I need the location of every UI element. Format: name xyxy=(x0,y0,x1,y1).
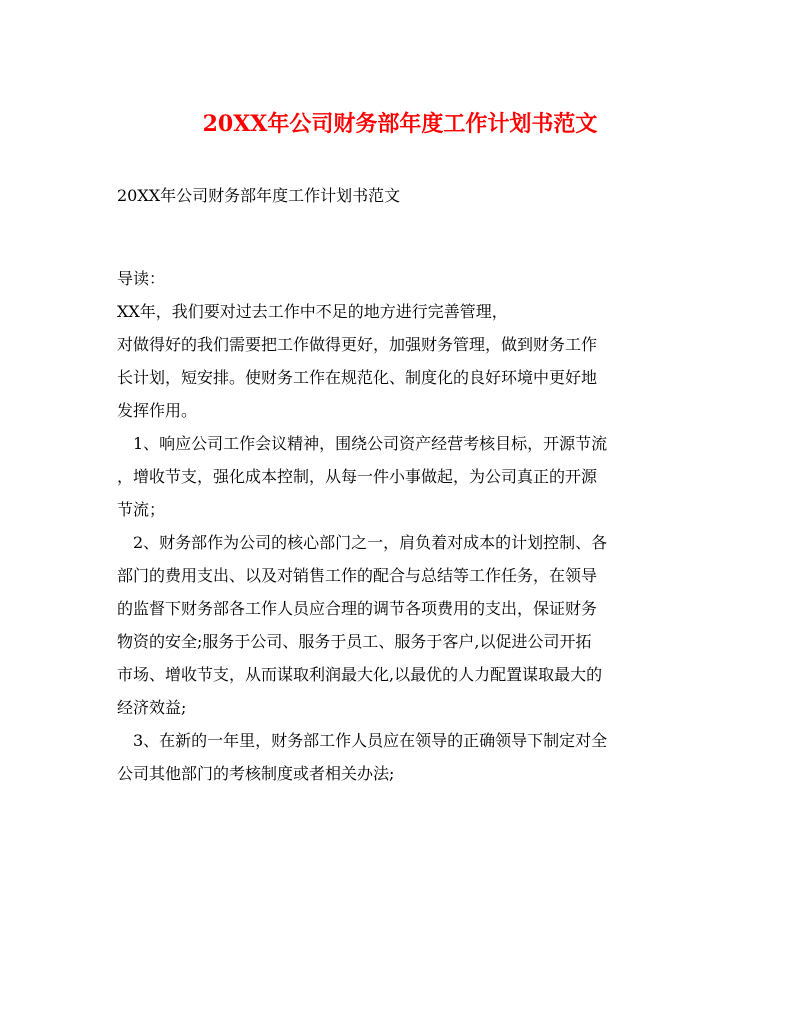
document-title: 20XX年公司财务部年度工作计划书范文 xyxy=(202,111,598,137)
text-line: 市场、增收节支，从而谋取利润最大化,以最优的人力配置谋取最大的 xyxy=(117,665,603,684)
document-body xyxy=(117,262,687,790)
text-line: 导读： xyxy=(117,269,166,288)
paragraph-item-2 xyxy=(117,526,687,724)
text-line: 长计划，短安排。使财务工作在规范化、制度化的良好环境中更好地 xyxy=(117,368,598,387)
text-line: 物资的安全;服务于公司、服务于员工、服务于客户,以促进公司开拓 xyxy=(117,632,592,651)
paragraph-intro-2 xyxy=(117,328,687,427)
text-line: 经济效益; xyxy=(117,698,187,717)
text-line: ，增收节支，强化成本控制，从每一件小事做起，为公司真正的开源 xyxy=(117,467,598,486)
paragraph-intro-1 xyxy=(117,295,687,328)
document-subtitle: 20XX年公司财务部年度工作计划书范文 xyxy=(117,186,401,205)
text-line: 发挥作用。 xyxy=(117,401,198,420)
text-line: 部门的费用支出、以及对销售工作的配合与总结等工作任务，在领导 xyxy=(117,566,598,585)
text-line: XX年，我们要对过去工作中不足的地方进行完善管理， xyxy=(117,302,508,321)
paragraph-item-3 xyxy=(117,724,687,790)
text-line: 1、响应公司工作会议精神，围绕公司资产经营考核目标，开源节流 xyxy=(133,434,608,453)
paragraph-intro-label xyxy=(117,262,687,295)
paragraph-item-1 xyxy=(117,427,687,526)
text-line: 的监督下财务部各工作人员应合理的调节各项费用的支出，保证财务 xyxy=(117,599,598,618)
text-line: 对做得好的我们需要把工作做得更好，加强财务管理，做到财务工作 xyxy=(117,335,598,354)
text-line: 节流； xyxy=(117,500,166,519)
text-line: 2、财务部作为公司的核心部门之一，肩负着对成本的计划控制、各 xyxy=(133,533,608,552)
text-line: 公司其他部门的考核制度或者相关办法; xyxy=(117,764,395,783)
text-line: 3、在新的一年里，财务部工作人员应在领导的正确领导下制定对全 xyxy=(133,731,608,750)
